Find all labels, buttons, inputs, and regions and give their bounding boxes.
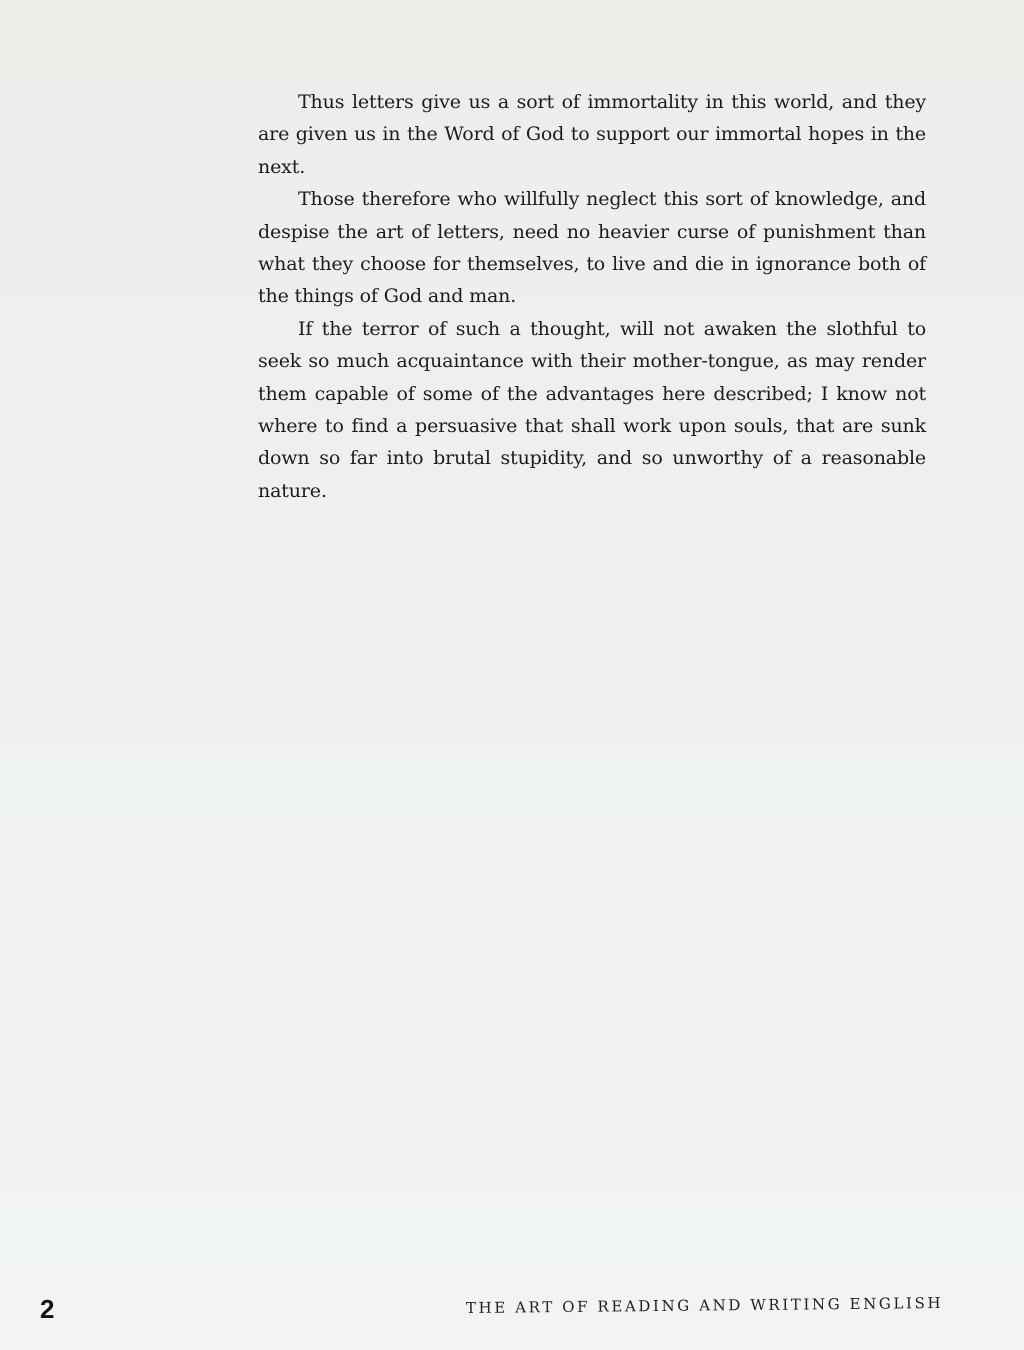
body-text bbox=[258, 86, 926, 507]
paragraph-3: If the terror of such a thought, will not awaken the slothful to seek so much acquaintance with their mother-tongue, as may render them capable of some of the advantages here described; I know not where to find a persuasive that shall work upon souls, that are sunk down so far into brutal stupidity, and so unworthy of a reasonable nature. bbox=[258, 317, 926, 502]
running-title: THE ART OF READING AND WRITING ENGLISH bbox=[465, 1294, 944, 1317]
page-number: 2 bbox=[40, 1294, 55, 1324]
paragraph-1: Thus letters give us a sort of immortality in this world, and they are given us in the Word of God to support our immortal hopes in the next. bbox=[258, 91, 926, 178]
paragraph-2: Those therefore who willfully neglect this sort of knowledge, and despise the art of letters, need no heavier curse of punishment than what they choose for themselves, to live and die in ignorance both of the things of God and man. bbox=[258, 188, 926, 308]
